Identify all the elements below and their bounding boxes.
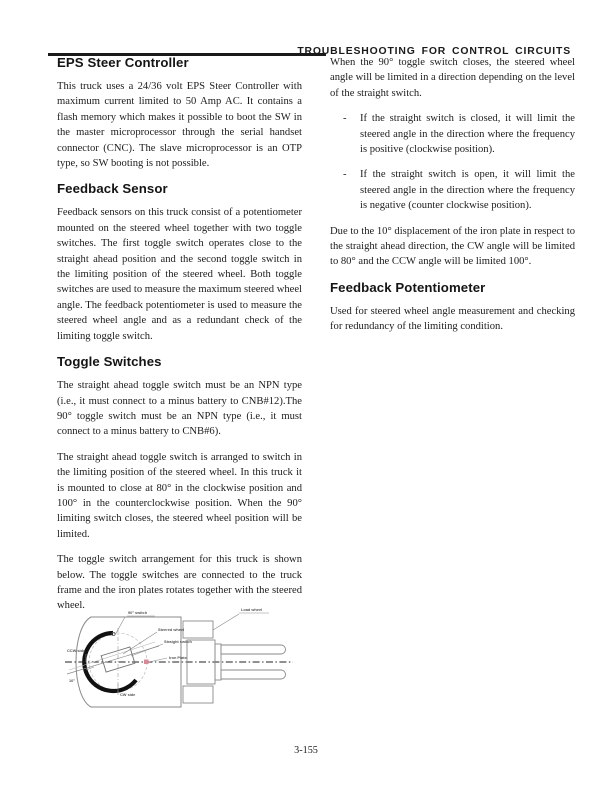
list-item-text: If the straight switch is closed, it will limit the steered angle in the direction where the frequency is positive (clockwise position). [360,113,575,156]
section-heading-feedback-potentiometer: Feedback Potentiometer [330,279,486,295]
paragraph-eps-steer-controller-1: This truck uses a 24/36 volt EPS Steer Controller with maximum current limited to 50 Amp AC. It contains a flash memory which makes it possible to boot the SW in the master microprocessor through the serial handset connector (CNC). The slave microprocessor is an OTP type, so SW booting is not possible. [57,81,302,170]
list-item [330,111,575,157]
paragraph-feedback-potentiometer-1: Used for steered wheel angle measurement and checking for redundancy of the limiting condition. [330,305,575,333]
page-footer [0,745,612,756]
label-steered-wheel: Steered wheel [158,627,185,632]
page-number: 3-155 [294,745,318,756]
straight-switch-marker-icon [144,660,149,665]
leader-line-load-wheel [213,614,239,630]
ten-degree-reference-line-2 [69,642,155,670]
mast-box-bottom [183,686,213,703]
list-item [330,167,575,213]
paragraph-right-intro: When the 90° toggle switch closes, the steered wheel angle will be limited in a direction depending on the level of the straight switch. [330,57,575,99]
label-ccw-side: CCW side [67,648,86,653]
right-column [330,55,575,335]
steered-wheel-rect [101,647,135,672]
dash-bullet-marker: - [343,169,347,181]
fork-lower [221,670,285,679]
page-header [0,22,612,57]
figure-toggle-switch-arrangement [63,604,295,718]
angle-tick [86,667,94,670]
paragraph-toggle-switches-1: The straight ahead toggle switch must be an NPN type (i.e., it must connect to a minus battery to CNB#12).The 90° toggle switch must be an NPN type (i.e., it must connect to a minus battery to CNB#6). [57,380,302,438]
dash-bullet-marker: - [343,113,347,125]
mast-box-top [183,621,213,638]
toggle-switch-arrangement-drawing [63,604,295,718]
left-column [57,55,302,614]
leader-line-switch-90 [115,617,125,635]
section-heading-feedback-sensor: Feedback Sensor [57,181,168,197]
fork-upper [221,645,286,654]
page-header-title: TROUBLESHOOTING FOR CONTROL CIRCUITS [297,46,571,57]
label-switch-90: 90° switch [128,610,148,615]
leader-line-iron-plate [149,658,167,662]
label-iron-plate: Iron Plate [169,655,187,660]
paragraph-toggle-switches-2: The straight ahead toggle switch is arranged to switch in the limiting position of the steered wheel. In this truck it is mounted to close at 80° in the clockwise position and 100° in the counterclockwise position. When the 90° limiting switch closes, the steered wheel position will be limited. [57,451,302,540]
straight-switch-condition-list [330,111,575,213]
label-cw-side: CW side [120,692,136,697]
label-load-wheel: Load wheel [241,607,263,612]
paragraph-toggle-switches-3: The toggle switch arrangement for this truck is shown below. The toggle switches are connected to the truck frame and the iron plates rotates together with the steered wheel. [57,554,302,612]
label-straight-switch: Straight switch [164,639,192,644]
section-heading-toggle-switches: Toggle Switches [57,354,162,370]
paragraph-right-closing: Due to the 10° displacement of the iron plate in respect to the straight ahead direction, the CW angle will be limited to 80° and the CCW angle will be limited 100°. [330,225,575,268]
paragraph-feedback-sensor-1: Feedback sensors on this truck consist of a potentiometer mounted on the steered wheel together with two toggle switches. The first toggle switch operates close to the straight ahead position and the second toggle switch in the limiting position of the steered wheel. Both toggle switches are used to measure the maximum steered wheel angle. The feedback potentiometer is used to measure the steered wheel angle and as a redundant check of the limiting toggle switch. [57,207,302,342]
label-angle-offset: 10° [69,678,75,683]
list-item-text: If the straight switch is open, it will limit the steered angle in the direction where the frequency is negative (counter clockwise position). [360,169,575,212]
section-heading-eps-steer-controller: EPS Steer Controller [57,55,189,70]
